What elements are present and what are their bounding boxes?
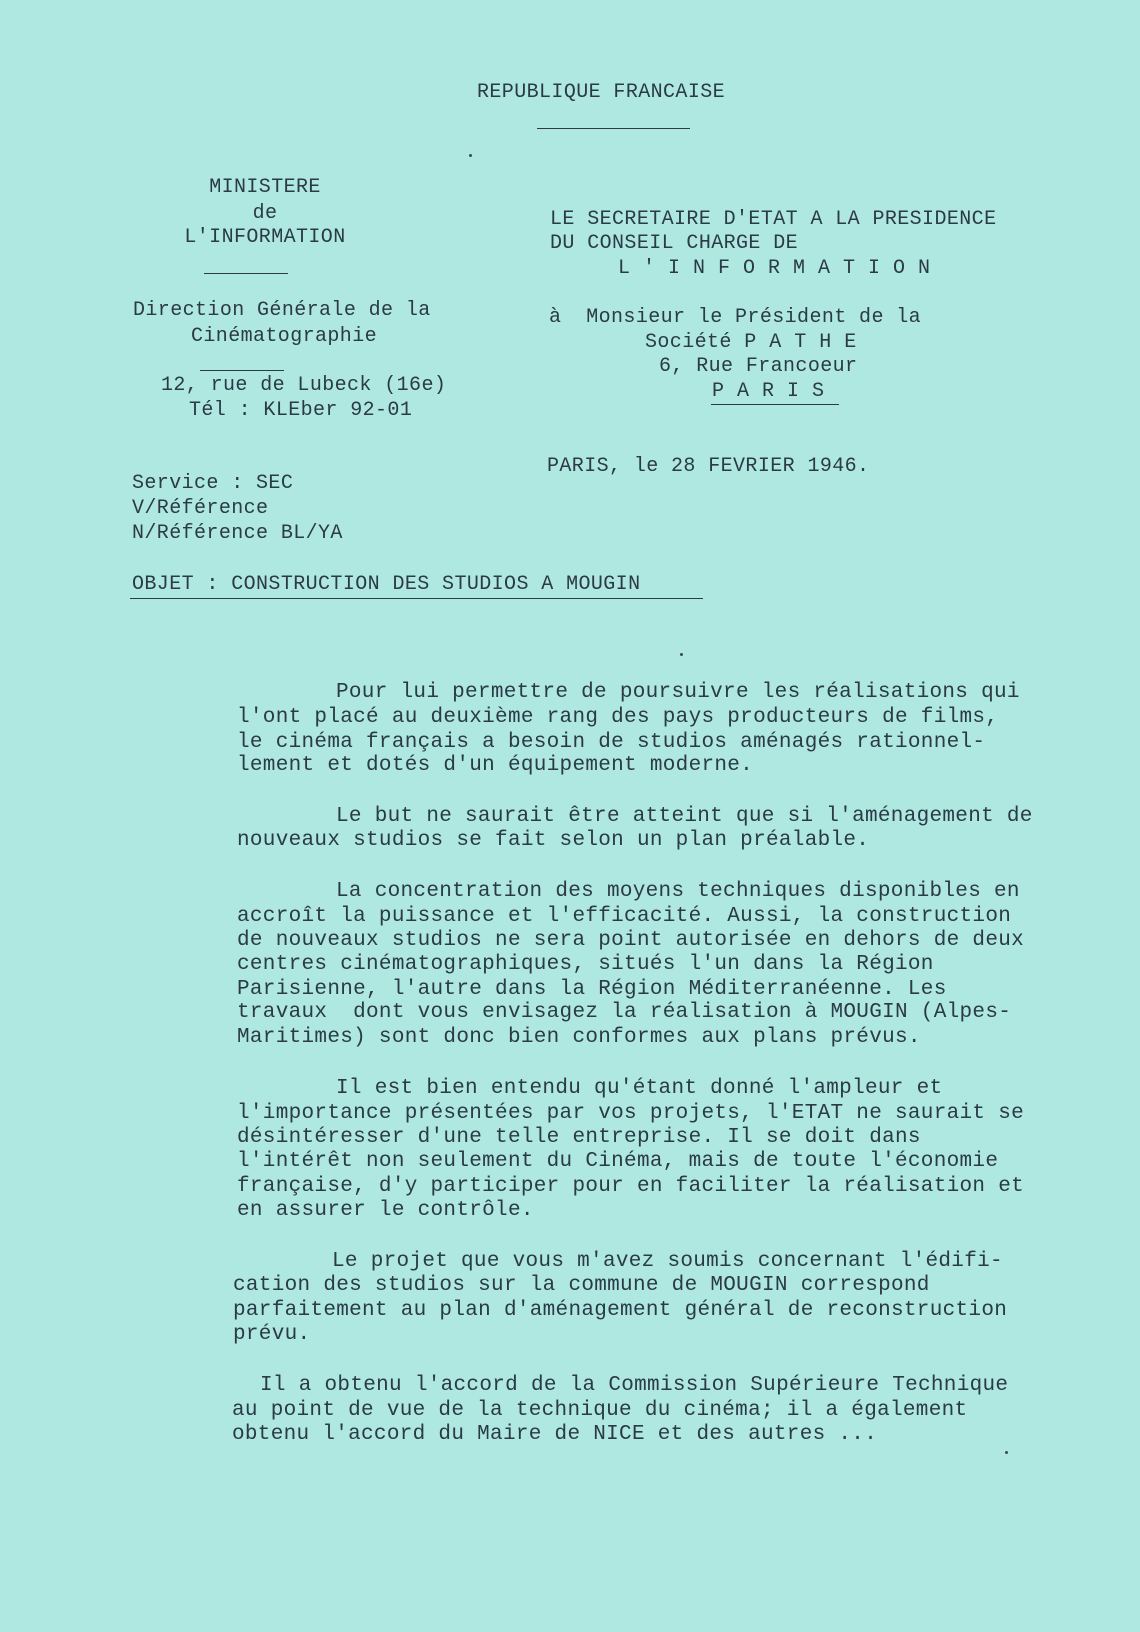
body-p1-line1: Pour lui permettre de poursuivre les réalisations qui: [336, 681, 1020, 704]
recipient-line2-prefix: Société: [645, 331, 745, 354]
direction-line2: Cinématographie: [190, 325, 378, 348]
body-p5-line3: parfaitement au plan d'aménagement général de reconstruction: [233, 1299, 1008, 1322]
body-p1-line2: l'ont placé au deuxième rang des pays producteurs de films,: [237, 706, 999, 729]
ref-n: N/Référence BL/YA: [132, 522, 343, 545]
body-p4-line3: désintéresser d'une telle entreprise. Il se doit dans: [237, 1126, 921, 1149]
body-p6-line3: obtenu l'accord du Maire de NICE et des autres ...: [232, 1423, 878, 1446]
body-p3-line3: de nouveaux studios ne sera point autorisée en dehors de deux: [237, 929, 1025, 952]
direction-rule: [200, 370, 284, 371]
body-p5-line1: Le projet que vous m'avez soumis concernant l'édifi-: [332, 1250, 1003, 1273]
ministry-line2: de: [252, 202, 278, 225]
body-p1-line3: le cinéma français a besoin de studios aménagés rationnel-: [237, 731, 986, 754]
direction-line1: Direction Générale de la: [133, 299, 431, 322]
body-p3-line2: accroît la puissance et l'efficacité. Aussi, la construction: [237, 905, 1012, 928]
direction-address: 12, rue de Lubeck (16e): [161, 374, 447, 397]
recipient-company: PATHE: [744, 331, 870, 354]
body-p4-line6: en assurer le contrôle.: [237, 1199, 534, 1222]
recipient-line2: [645, 333, 869, 353]
body-p4-line5: française, d'y participer pour en faciliter la réalisation et: [237, 1175, 1025, 1198]
body-p4-line1: Il est bien entendu qu'étant donné l'ampleur et: [336, 1077, 943, 1100]
sender-line2: DU CONSEIL CHARGE DE: [550, 232, 799, 255]
direction-phone: Tél : KLEber 92-01: [189, 399, 413, 422]
body-p4-line2: l'importance présentées par vos projets, l'ETAT ne saurait se: [237, 1102, 1025, 1125]
ministry-rule: [204, 273, 288, 274]
body-p5-line4: prévu.: [233, 1323, 311, 1346]
body-p2-line1: Le but ne saurait être atteint que si l'aménagement de: [336, 805, 1033, 828]
subject-rule: [130, 598, 703, 599]
body-p3-line1: La concentration des moyens techniques disponibles en: [336, 880, 1020, 903]
ministry-line1: MINISTERE: [209, 176, 321, 199]
body-p6-line2: au point de vue de la technique du cinéma; il a également: [232, 1399, 968, 1422]
body-p3-line5: Parisienne, l'autre dans la Région Méditerranéenne. Les: [237, 978, 947, 1001]
ministry-line3: L'INFORMATION: [184, 226, 346, 249]
header-rule: [537, 128, 690, 129]
body-p5-line2: cation des studios sur la commune de MOUGIN correspond: [233, 1274, 930, 1297]
recipient-city-rule: [711, 404, 839, 405]
body-p2-line2: nouveaux studios se fait selon un plan préalable.: [237, 829, 870, 852]
body-p6-line1: Il a obtenu l'accord de la Commission Supérieure Technique: [260, 1374, 1009, 1397]
stray-mark: [469, 154, 472, 157]
ref-v: V/Référence: [132, 497, 269, 520]
stray-mark: [1005, 1451, 1008, 1454]
body-p1-line4: lement et dotés d'un équipement moderne.: [237, 754, 754, 777]
recipient-line1: à Monsieur le Président de la: [549, 306, 922, 329]
republic-heading: REPUBLIQUE FRANCAISE: [477, 81, 726, 104]
body-p4-line4: l'intérêt non seulement du Cinéma, mais de toute l'économie: [237, 1150, 999, 1173]
sender-line3: L'INFORMATION: [618, 257, 944, 280]
recipient-city: PARIS: [712, 380, 838, 403]
body-p3-line6: travaux dont vous envisagez la réalisation à MOUGIN (Alpes-: [237, 1001, 1012, 1024]
recipient-line3: 6, Rue Francoeur: [659, 355, 858, 378]
body-p3-line4: centres cinématographiques, situés l'un dans la Région: [237, 953, 934, 976]
stray-mark: [680, 653, 683, 656]
ref-service: Service : SEC: [132, 472, 294, 495]
body-p3-line7: Maritimes) sont donc bien conformes aux plans prévus.: [237, 1026, 921, 1049]
subject-line: OBJET : CONSTRUCTION DES STUDIOS A MOUGIN: [132, 573, 641, 596]
sender-line1: LE SECRETAIRE D'ETAT A LA PRESIDENCE: [550, 208, 997, 231]
letter-date: PARIS, le 28 FEVRIER 1946.: [547, 455, 870, 478]
